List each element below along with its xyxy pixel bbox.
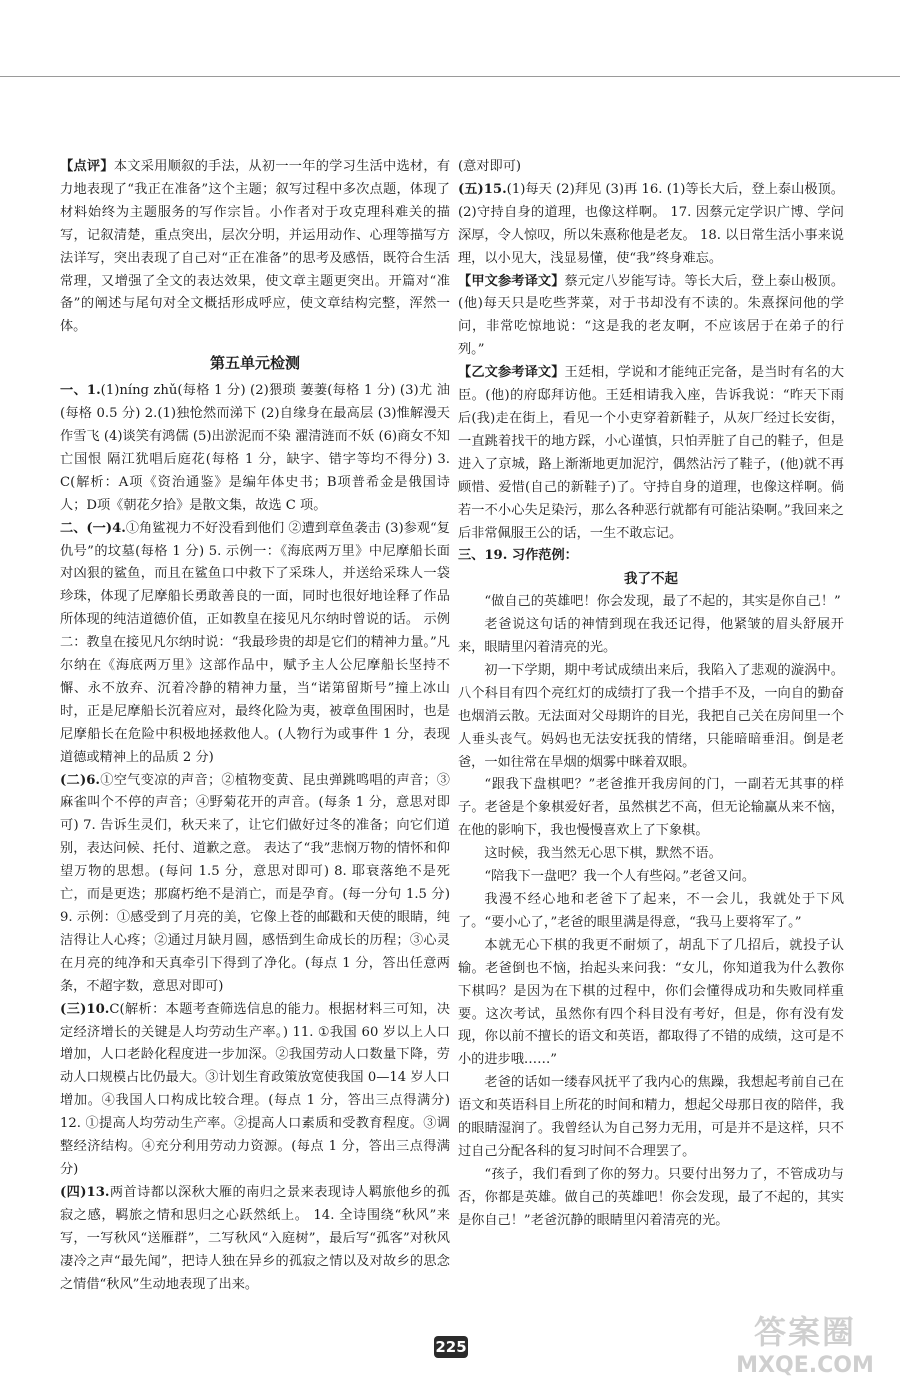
section-heading: 第五单元检测: [209, 354, 300, 373]
essay-paragraph: 初一下学期，期中考试成绩出来后，我陷入了悲观的漩涡中。八个科目有四个亮红灯的成绩打了我一个措手不及，一向自的勤奋也烟消云散。无法面对父母期许的目光，我把自己关在房间里一个人垂头丧气。妈妈也无法安抚我的情绪，只能暗暗垂泪。倒是老爸，一如往常在旱烟的烟雾中眯着双眼。: [458, 662, 844, 770]
answer-paragraph: (三)10.C(解析：本题考查筛选信息的能力。根据材料三可知，决定经济增长的关键是人均劳动生产率。) 11. ①我国 60 岁以上人口增加，人口老龄化程度进一步加深。②我国劳动人口数量下降，劳动人口规模占比仍最大。③计划生育政策放宽使我国 0—14 岁人口增加。④我国人口构成比较合理。(每点 1 分，答出三点得满分) 12. ①提高人均劳动生产率。②提高人口素质和受教育程度。③调整经济结构。④充分利用劳动力资源。(每点 1 分，答出三点得满分): [60, 1001, 450, 1177]
essay-paragraph: “跟我下盘棋吧？”老爸推开我房间的门，一副若无其事的样子。老爸是个象棋爱好者，虽然棋艺不高，但无论输赢从来不恼，在他的影响下，我也慢慢喜欢上了下象棋。: [458, 777, 844, 839]
left-column: [60, 156, 450, 1296]
top-rule: [0, 76, 900, 77]
answer-paragraph: 一、1.(1)níng zhǔ(每格 1 分) (2)猥琐 萋萋(每格 1 分) (3)尤 油(每格 0.5 分) 2.(1)独怆然而涕下 (2)自缘身在最高层 (3)惟解漫天作雪飞 (4)谈笑有鸿儒 (5)出淤泥而不染 濯清涟而不妖 (6)商女不知亡国恨 隔江犹唱后庭花(每格 1 分，缺字、错字等均不得分) 3. C(解析：A项《资治通鉴》是编年体史书；B项普希金是俄国诗人；D项《朝花夕拾》是散文集，故选 C 项。: [60, 383, 450, 513]
answer-paragraph: (四)13.两首诗都以深秋大雁的南归之景来表现诗人羁旅他乡的孤寂之感，羁旅之情和思归之心跃然纸上。 14. 全诗围绕“秋风”来写，一写秋风“送雁群”，二写秋风“入庭树”，最后写“孤客”对秋风凄冷之声“最先闻”，把诗人独在异乡的孤寂之情以及对故乡的思念之情借“秋风”生动地表现了出来。: [60, 1184, 450, 1292]
essay-paragraph: “做自己的英雄吧！你会发现，最了不起的，其实是你自己！”: [484, 594, 841, 610]
essay-paragraph: 本就无心下棋的我更不耐烦了，胡乱下了几招后，就投子认输。老爸倒也不恼，抬起头来问我：“女儿，你知道我为什么教你下棋吗？是因为在下棋的过程中，你们会懂得成功和失败同样重要。这次考试，虽然你有四个科目没有考好，但是，你有没有发现，你以前不擅长的语文和英语，都取得了不错的成绩，这可是不小的进步哦……”: [458, 937, 844, 1068]
answer-paragraph: (二)6.①空气变凉的声音；②植物变黄、昆虫弹跳鸣唱的声音；③麻雀叫个不停的声音；④野菊花开的声音。(每条 1 分，意思对即可) 7. 告诉生灵们，秋天来了，让它们做好过冬的准备；向它们道别，表达问候、托付、道歉之意。 表达了“我”悲悯万物的情怀和仰望万物的思想。(每问 1.5 分，意思对即可) 8. 耶衰落绝不是死亡，而是更迭；那腐朽绝不是消亡，而是孕育。(每一分句 1.5 分) 9. 示例：①感受到了月亮的美，它像上苍的邮戳和天使的眼睛，纯洁得让人心疼；②通过月缺月圆，感悟到生命成长的历程；③心灵在月亮的纯净和天真牵引下得到了净化。(每点 1 分，答出任意两条，不超字数，意思对即可): [60, 772, 450, 994]
essay-paragraph: 老爸的话如一缕春风抚平了我内心的焦躁，我想起考前自己在语文和英语科目上所花的时间和精力，想起父母那日夜的陪伴，我的眼睛湿润了。我曾经认为自己努力无用，可是并不是这样，只不过自己分配各科的复习时间不合理罢了。: [458, 1075, 844, 1159]
comment-text: 本文采用顺叙的手法，从初一一年的学习生活中选材，有力地表现了“我正在准备”这个主题；叙写过程中多次点题，体现了材料始终为主题服务的写作宗旨。小作者对于攻克理科难关的描写，记叙清楚，重点突出，层次分明，并运用动作、心理等描写方法详写，突出表现了自己对“正在准备”的思考及感悟，既符合生活常理，又增强了全文的表达效果，使文章主题更突出。开篇对“准备”的阐述与尾句对全文概括形成呼应，使文章结构完整，浑然一体。: [60, 159, 451, 335]
right-column: [458, 156, 844, 1233]
translation-paragraph: 【甲文参考译文】蔡元定八岁能写诗。等长大后，登上泰山极顶。(他)每天只是吃些荠菜，对于书却没有不读的。朱熹探问他的学问，非常吃惊地说：“这是我的老友啊，不应该居于在弟子的行列。”: [458, 273, 845, 358]
essay-paragraph: 我漫不经心地和老爸下了起来，不一会儿，我就处于下风了。“要小心了，”老爸的眼里满是得意，“我马上要将军了。”: [458, 892, 844, 930]
essay-paragraph: “陪我下一盘吧？我一个人有些闷。”老爸又问。: [484, 869, 756, 885]
translation-paragraph: 【乙文参考译文】王廷相，学说和才能纯正完备，是当时有名的大臣。(他)的府邸拜访他。王廷相请我入座，告诉我说：“昨天下雨后(我)走在街上，看见一个小吏穿着新鞋子，从灰厂经过长安街，一直跳着找干的地方踩，小心谨慎，只怕弄脏了自己的鞋子，但是进入了京城，路上渐渐地更加泥泞，偶然沾污了鞋子，(他)就不再顾惜、爱惜(自己的新鞋子)了。守持自身的道理，也像这样啊。倘若一不小心失足染污，那么各种恶行就都有可能沾染啊。”我回来之后非常佩服王公的话，一生不敢忘记。: [458, 365, 845, 541]
comment-label: 【点评】: [60, 159, 114, 174]
page-number: 225: [435, 1338, 467, 1356]
answer-paragraph: 二、(一)4.①角鲨视力不好没看到他们 ②遭到章鱼袭击 (3)参观“复仇号”的坟墓(每格 1 分) 5. 示例一：《海底两万里》中尼摩船长面对凶狠的鲨鱼，而且在鲨鱼口中救下了采珠人，并送给采珠人一袋珍珠，体现了尼摩船长勇敢善良的一面，同时也很好地诠释了作品所体现的纯洁道德价值，正如教皇在接见凡尔纳时曾说的话。 示例二：教皇在接见凡尔纳时说：“我最珍贵的却是它们的精神力量。”凡尔纳在《海底两万里》这部作品中，赋予主人公尼摩船长坚持不懈、永不放弃、沉着冷静的精神力量，当“诺第留斯号”撞上冰山时，正是尼摩船长沉着应对，最终化险为夷，被章鱼围困时，也是尼摩船长在危险中积极地拯救他人。(人物行为或事件 1 分，表现道德或精神上的品质 2 分): [60, 520, 450, 765]
essay-paragraph: 老爸说这句话的神情到现在我还记得，他紧皱的眉头舒展开来，眼睛里闪着清亮的光。: [458, 617, 844, 656]
essay-paragraph: 这时候，我当然无心思下棋，默然不语。: [484, 846, 722, 862]
watermark-url: MXQE.COM: [736, 1353, 874, 1378]
essay-paragraph: “孩子，我们看到了你的努力。只要付出努力了，不管成功与否，你都是英雄。做自己的英雄吧！你会发现，最了不起的，其实是你自己！”老爸沉静的眼睛里闪着清亮的光。: [458, 1166, 844, 1228]
watermark: [720, 1310, 890, 1382]
essay-title: 我了不起: [624, 571, 678, 588]
comment-paragraph: [60, 156, 450, 339]
answer-paragraph: (五)15.(1)每天 (2)拜见 (3)再 16. (1)等长大后，登上泰山极顶。(2)守持自身的道理，也像这样啊。 17. 因蔡元定学识广博、学问深厚，令人惊叹，所以朱熹称他是老友。 18. 以日常生活小事来说理，以小见大，浅显易懂，使“我”终身难忘。: [458, 181, 844, 266]
essay-label: 三、19. 习作范例：: [458, 548, 578, 564]
watermark-logo: 答案圈: [753, 1313, 856, 1351]
answer-paragraph: (意对即可): [458, 159, 522, 174]
